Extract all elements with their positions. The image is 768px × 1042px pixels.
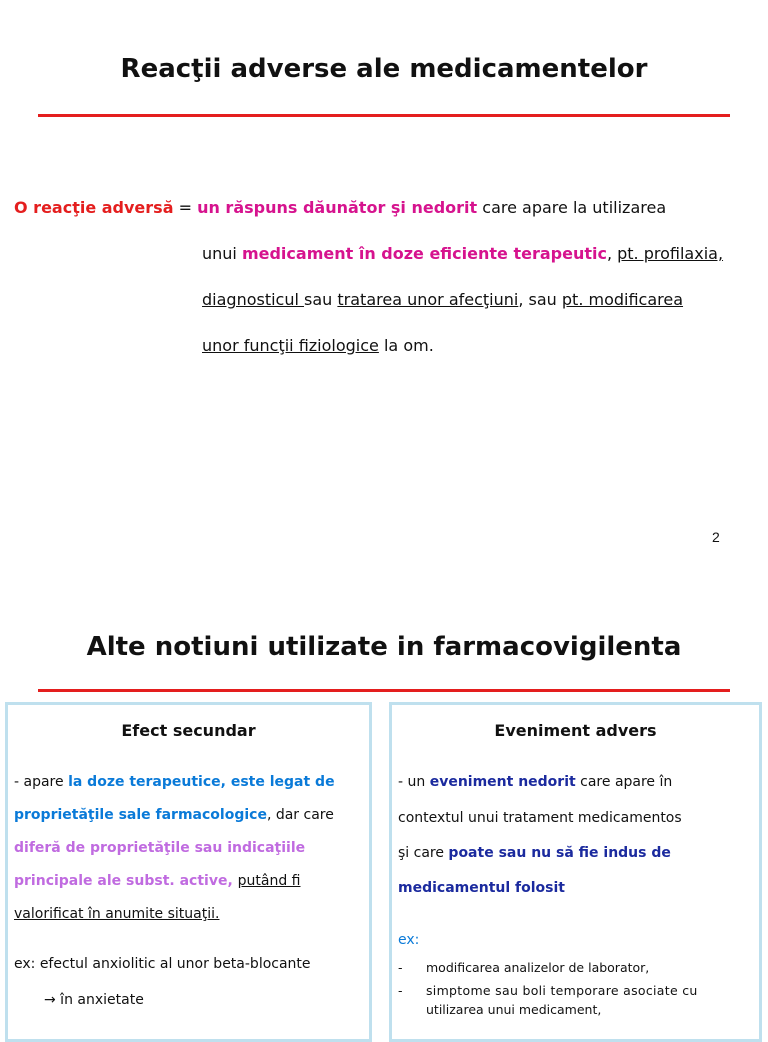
line4-u1: unor funcţii fiziologice xyxy=(202,336,379,355)
efect-secundar-title: Efect secundar xyxy=(121,721,256,740)
left-l1-pre: - apare xyxy=(14,774,69,790)
left-l2-post: , dar care xyxy=(266,807,334,823)
right-bullet-1 xyxy=(398,959,403,977)
slide2-title: Alte notiuni utilizate in farmacovigilenta xyxy=(86,632,682,662)
page-number: 2 xyxy=(712,529,720,545)
line2-highlight: medicament în doze eficiente terapeutic xyxy=(241,244,607,263)
right-l1-post: care apare în xyxy=(575,774,673,790)
right-l4-navy: medicamentul folosit xyxy=(398,880,565,896)
right-l1-navy: eveniment nedorit xyxy=(429,774,576,790)
definition-highlight: un răspuns dăunător şi nedorit xyxy=(197,198,478,217)
definition-term: O reacţie adversă xyxy=(14,198,174,217)
line2-underlined: pt. profilaxia, xyxy=(617,244,724,263)
definition-line-3 xyxy=(202,290,683,310)
right-line-2: contextul unui tratament medicamentos xyxy=(398,810,682,826)
left-example-line: ex: efectul anxiolitic al unor beta-blocante xyxy=(14,956,311,972)
slide2-title-rule xyxy=(38,689,730,692)
left-l1-blue: la doze terapeutice, este legat de xyxy=(68,774,335,790)
left-line-1 xyxy=(14,773,335,791)
eveniment-advers-title: Eveniment advers xyxy=(494,721,657,740)
right-bullet-2 xyxy=(398,982,403,1000)
slide1-title-rule xyxy=(38,114,730,117)
definition-eq: = xyxy=(173,198,198,217)
right-bullet-1-text: modificarea analizelor de laborator, xyxy=(426,960,650,975)
right-bullet-2-text: simptome sau boli temporare asociate cu xyxy=(426,983,698,998)
left-l2-blue: proprietăţile sale farmacologice xyxy=(14,807,267,823)
right-line-3 xyxy=(398,844,671,862)
line3-t1: sau xyxy=(304,290,338,309)
line3-u3: pt. modificarea xyxy=(561,290,684,309)
right-l3-pre: şi care xyxy=(398,845,449,861)
right-l1-pre: - un xyxy=(398,774,430,790)
right-line-4 xyxy=(398,879,565,897)
line2-comma: , xyxy=(606,244,618,263)
left-line-2 xyxy=(14,806,334,824)
eveniment-advers-box xyxy=(389,702,762,1042)
line2-pre: unui xyxy=(202,244,242,263)
efect-secundar-box xyxy=(5,702,372,1042)
left-l5-underlined: valorificat în anumite situaţii. xyxy=(14,906,220,922)
left-l3-violet: diferă de proprietăţile sau indicaţiile xyxy=(14,840,306,856)
right-example-label: ex: xyxy=(398,932,420,948)
line4-t1: la om. xyxy=(378,336,434,355)
definition-line-1 xyxy=(14,198,666,218)
definition-line-2 xyxy=(202,244,723,264)
left-line-3 xyxy=(14,839,305,857)
right-l3-navy: poate sau nu să fie indus de xyxy=(448,845,671,861)
left-l4-underlined: putând fi xyxy=(237,873,301,889)
bullet-dash: - xyxy=(398,983,403,998)
left-line-5 xyxy=(14,905,219,923)
right-line-1 xyxy=(398,773,672,791)
line3-u2: tratarea unor afecţiuni xyxy=(337,290,519,309)
left-arrow-line: → în anxietate xyxy=(44,992,144,1008)
left-l4-violet: principale ale subst. active, xyxy=(14,873,238,889)
line3-t2: , sau xyxy=(518,290,562,309)
right-bullet-2-cont: utilizarea unui medicament, xyxy=(426,1002,602,1017)
slide1-title: Reacţii adverse ale medicamentelor xyxy=(120,54,648,84)
bullet-dash: - xyxy=(398,960,403,975)
definition-line-4 xyxy=(202,336,434,356)
left-line-4 xyxy=(14,872,301,890)
line3-u1: diagnosticul xyxy=(202,290,305,309)
definition-rest: care apare la utilizarea xyxy=(477,198,667,217)
